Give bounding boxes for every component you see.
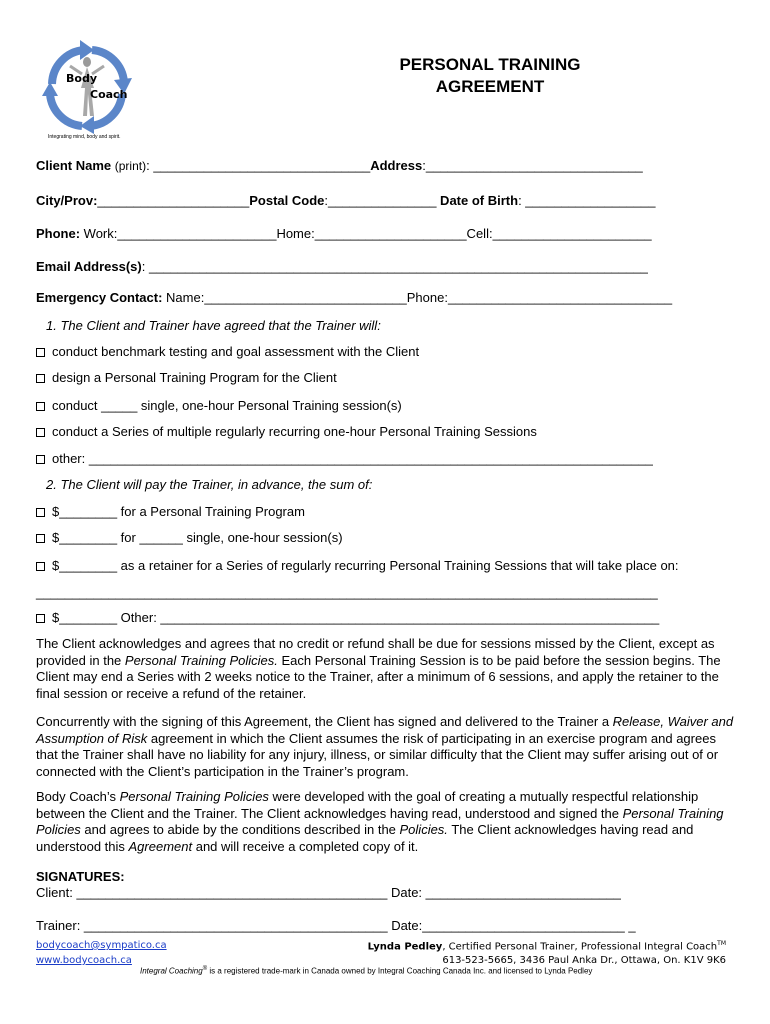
p1-text-end: Each Personal Training Session is to be paid before the session begins. The Client may end a Series with 2 weeks notice to the Trainer, after a minimum of 6 sessions, and apply the retainer to the final session or receive a refund of the retainer. [36, 652, 721, 701]
section2-item[interactable] [36, 504, 305, 519]
section1-heading: 1. The Client and Trainer have agreed that the Trainer will: [46, 318, 381, 333]
checkbox[interactable] [36, 455, 45, 464]
checkbox[interactable] [36, 402, 45, 411]
p1-policies-ref: Personal Training Policies. [124, 652, 278, 668]
city-prov-field[interactable]: _____________________ [97, 193, 250, 208]
section2-other-text: $________ Other: _____________________________________________________________________ [52, 610, 660, 625]
section2-continuation-line[interactable]: ______________________________________________________________________________________ [36, 585, 658, 600]
p3-policies-ref: Policies. [399, 822, 448, 837]
phone-row[interactable] [36, 226, 652, 241]
email-row[interactable] [36, 259, 648, 274]
phone-label: Phone: [36, 226, 84, 241]
phone-fields[interactable]: Work:______________________Home:_____________________Cell:______________________ [83, 226, 652, 241]
title-line2: AGREEMENT [435, 77, 545, 96]
p3-agreement-ref: Agreement [128, 838, 193, 854]
p1-text: The Client acknowledges and agrees that no credit or refund shall be due for sessions missed by the Client, except as provided in the [36, 636, 715, 668]
signatures-heading: SIGNATURES: [36, 869, 125, 884]
policies-paragraph [36, 789, 736, 855]
section1-item-text: conduct benchmark testing and goal assessment with the Client [52, 344, 420, 359]
email-link[interactable]: bodycoach@sympatico.ca [36, 940, 167, 951]
date-of-birth-field[interactable]: : __________________ [518, 193, 656, 208]
emergency-contact-fields[interactable]: Name:____________________________Phone:_______________________________ [162, 290, 673, 305]
checkbox[interactable] [36, 534, 45, 543]
section1-item[interactable] [36, 344, 419, 359]
city-prov-label: City/Prov: [36, 193, 98, 208]
section1-item-text: design a Personal Training Program for the Client [52, 370, 337, 385]
postal-code-label: Postal Code [249, 193, 325, 208]
section2-heading: 2. The Client will pay the Trainer, in advance, the sum of: [46, 477, 373, 492]
checkbox[interactable] [36, 508, 45, 517]
trademark-text: is a registered trade-mark in Canada owned by Integral Coaching Canada Inc. and licensed to Lynda Pedley [207, 966, 593, 976]
email-label: Email Address(s) [36, 259, 142, 274]
p3-text: were developed with the goal of creating a mutually respectful relationship between the Client and the Trainer. The Client acknowledges having read, understood and signed the [36, 789, 699, 821]
trademark-name: Integral Coaching [140, 966, 203, 976]
trainer-address: 613-523-5665, 3436 Paul Anka Dr., Ottawa, On. K1V 9K6 [442, 955, 726, 966]
date-of-birth-label: Date of Birth [436, 193, 519, 208]
waiver-paragraph [36, 714, 736, 780]
section2-item-text: $________ as a retainer for a Series of regularly recurring Personal Training Sessions that will take place on: [52, 558, 679, 573]
client-name-note: (print) [114, 159, 147, 173]
section1-item[interactable] [36, 398, 402, 413]
logo-tagline: Integrating mind, body and spirit. [48, 134, 121, 140]
section1-item-text: conduct _____ single, one-hour Personal Training session(s) [52, 398, 402, 413]
checkbox[interactable] [36, 562, 45, 571]
address-field[interactable]: :______________________________ [422, 158, 643, 173]
document-title [330, 54, 650, 98]
p3-text: and agrees to abide by the conditions described in the [80, 822, 400, 837]
section2-item-text: $________ for ______ single, one-hour session(s) [52, 530, 343, 545]
section2-item[interactable] [36, 530, 343, 545]
checkbox[interactable] [36, 348, 45, 357]
tm-mark: TM [717, 940, 726, 947]
refund-paragraph [36, 636, 736, 702]
section2-item[interactable] [36, 558, 679, 573]
trainer-credentials [368, 940, 726, 952]
p3-text-end: and will receive a completed copy of it. [192, 838, 419, 854]
client-name-label: Client Name [36, 158, 115, 173]
logo-brand-line1: Body [66, 72, 97, 85]
checkbox[interactable] [36, 428, 45, 437]
registered-mark: ® [202, 966, 208, 972]
address-label: Address [370, 158, 423, 173]
trainer-credentials-text: , Certified Personal Trainer, Professional Integral Coach [442, 941, 718, 953]
emergency-contact-label: Emergency Contact: [36, 290, 163, 305]
body-coach-logo [32, 36, 142, 146]
p2-waiver-ref: Release, Waiver and Assumption of Risk [36, 714, 734, 746]
section1-item[interactable] [36, 370, 337, 385]
p3-text: Body Coach’s [36, 789, 120, 804]
section1-item[interactable] [36, 424, 537, 439]
section1-item-text: other: ______________________________________________________________________________ [52, 451, 653, 466]
title-line1: PERSONAL TRAINING [399, 55, 581, 74]
email-field[interactable]: : _____________________________________________________________________ [141, 259, 648, 274]
checkbox[interactable] [36, 374, 45, 383]
section1-item[interactable] [36, 451, 653, 466]
trainer-signature-line[interactable]: Trainer: __________________________________________ Date:____________________________ _ [36, 918, 636, 933]
client-name-row[interactable] [36, 158, 643, 173]
p2-text-end: agreement in which the Client assumes the risk of participating in an exercise program and agrees that the Trainer shall have no liability for any injury, illness, or similar difficulty that the Client may suffer arising out of or connected with the Client’s participation in the Trainer’s program. [36, 730, 719, 779]
checkbox[interactable] [36, 614, 45, 623]
website-link[interactable]: www.bodycoach.ca [36, 955, 132, 966]
postal-code-field[interactable]: :_______________ [324, 193, 437, 208]
p3-policies-ref: Personal Training Policies [36, 805, 724, 837]
trainer-name: Lynda Pedley [367, 941, 443, 953]
client-name-field[interactable]: : ______________________________ [146, 158, 371, 173]
section2-other-item[interactable] [36, 610, 659, 625]
section1-item-text: conduct a Series of multiple regularly recurring one-hour Personal Training Sessions [52, 424, 537, 439]
logo-brand-line2: Coach [90, 88, 128, 101]
client-signature-line[interactable]: Client: ___________________________________________ Date: ___________________________ [36, 885, 621, 900]
p3-policies-ref: Personal Training Policies [119, 789, 269, 804]
emergency-contact-row[interactable] [36, 290, 672, 305]
p3-text: The Client acknowledges having read and understood this [36, 822, 694, 854]
trademark-notice [140, 966, 592, 976]
city-row[interactable] [36, 193, 655, 208]
section2-item-text: $________ for a Personal Training Program [52, 504, 305, 519]
logo-arrows-icon [32, 36, 142, 136]
p2-text: Concurrently with the signing of this Agreement, the Client has signed and delivered to the Trainer a [36, 714, 613, 729]
